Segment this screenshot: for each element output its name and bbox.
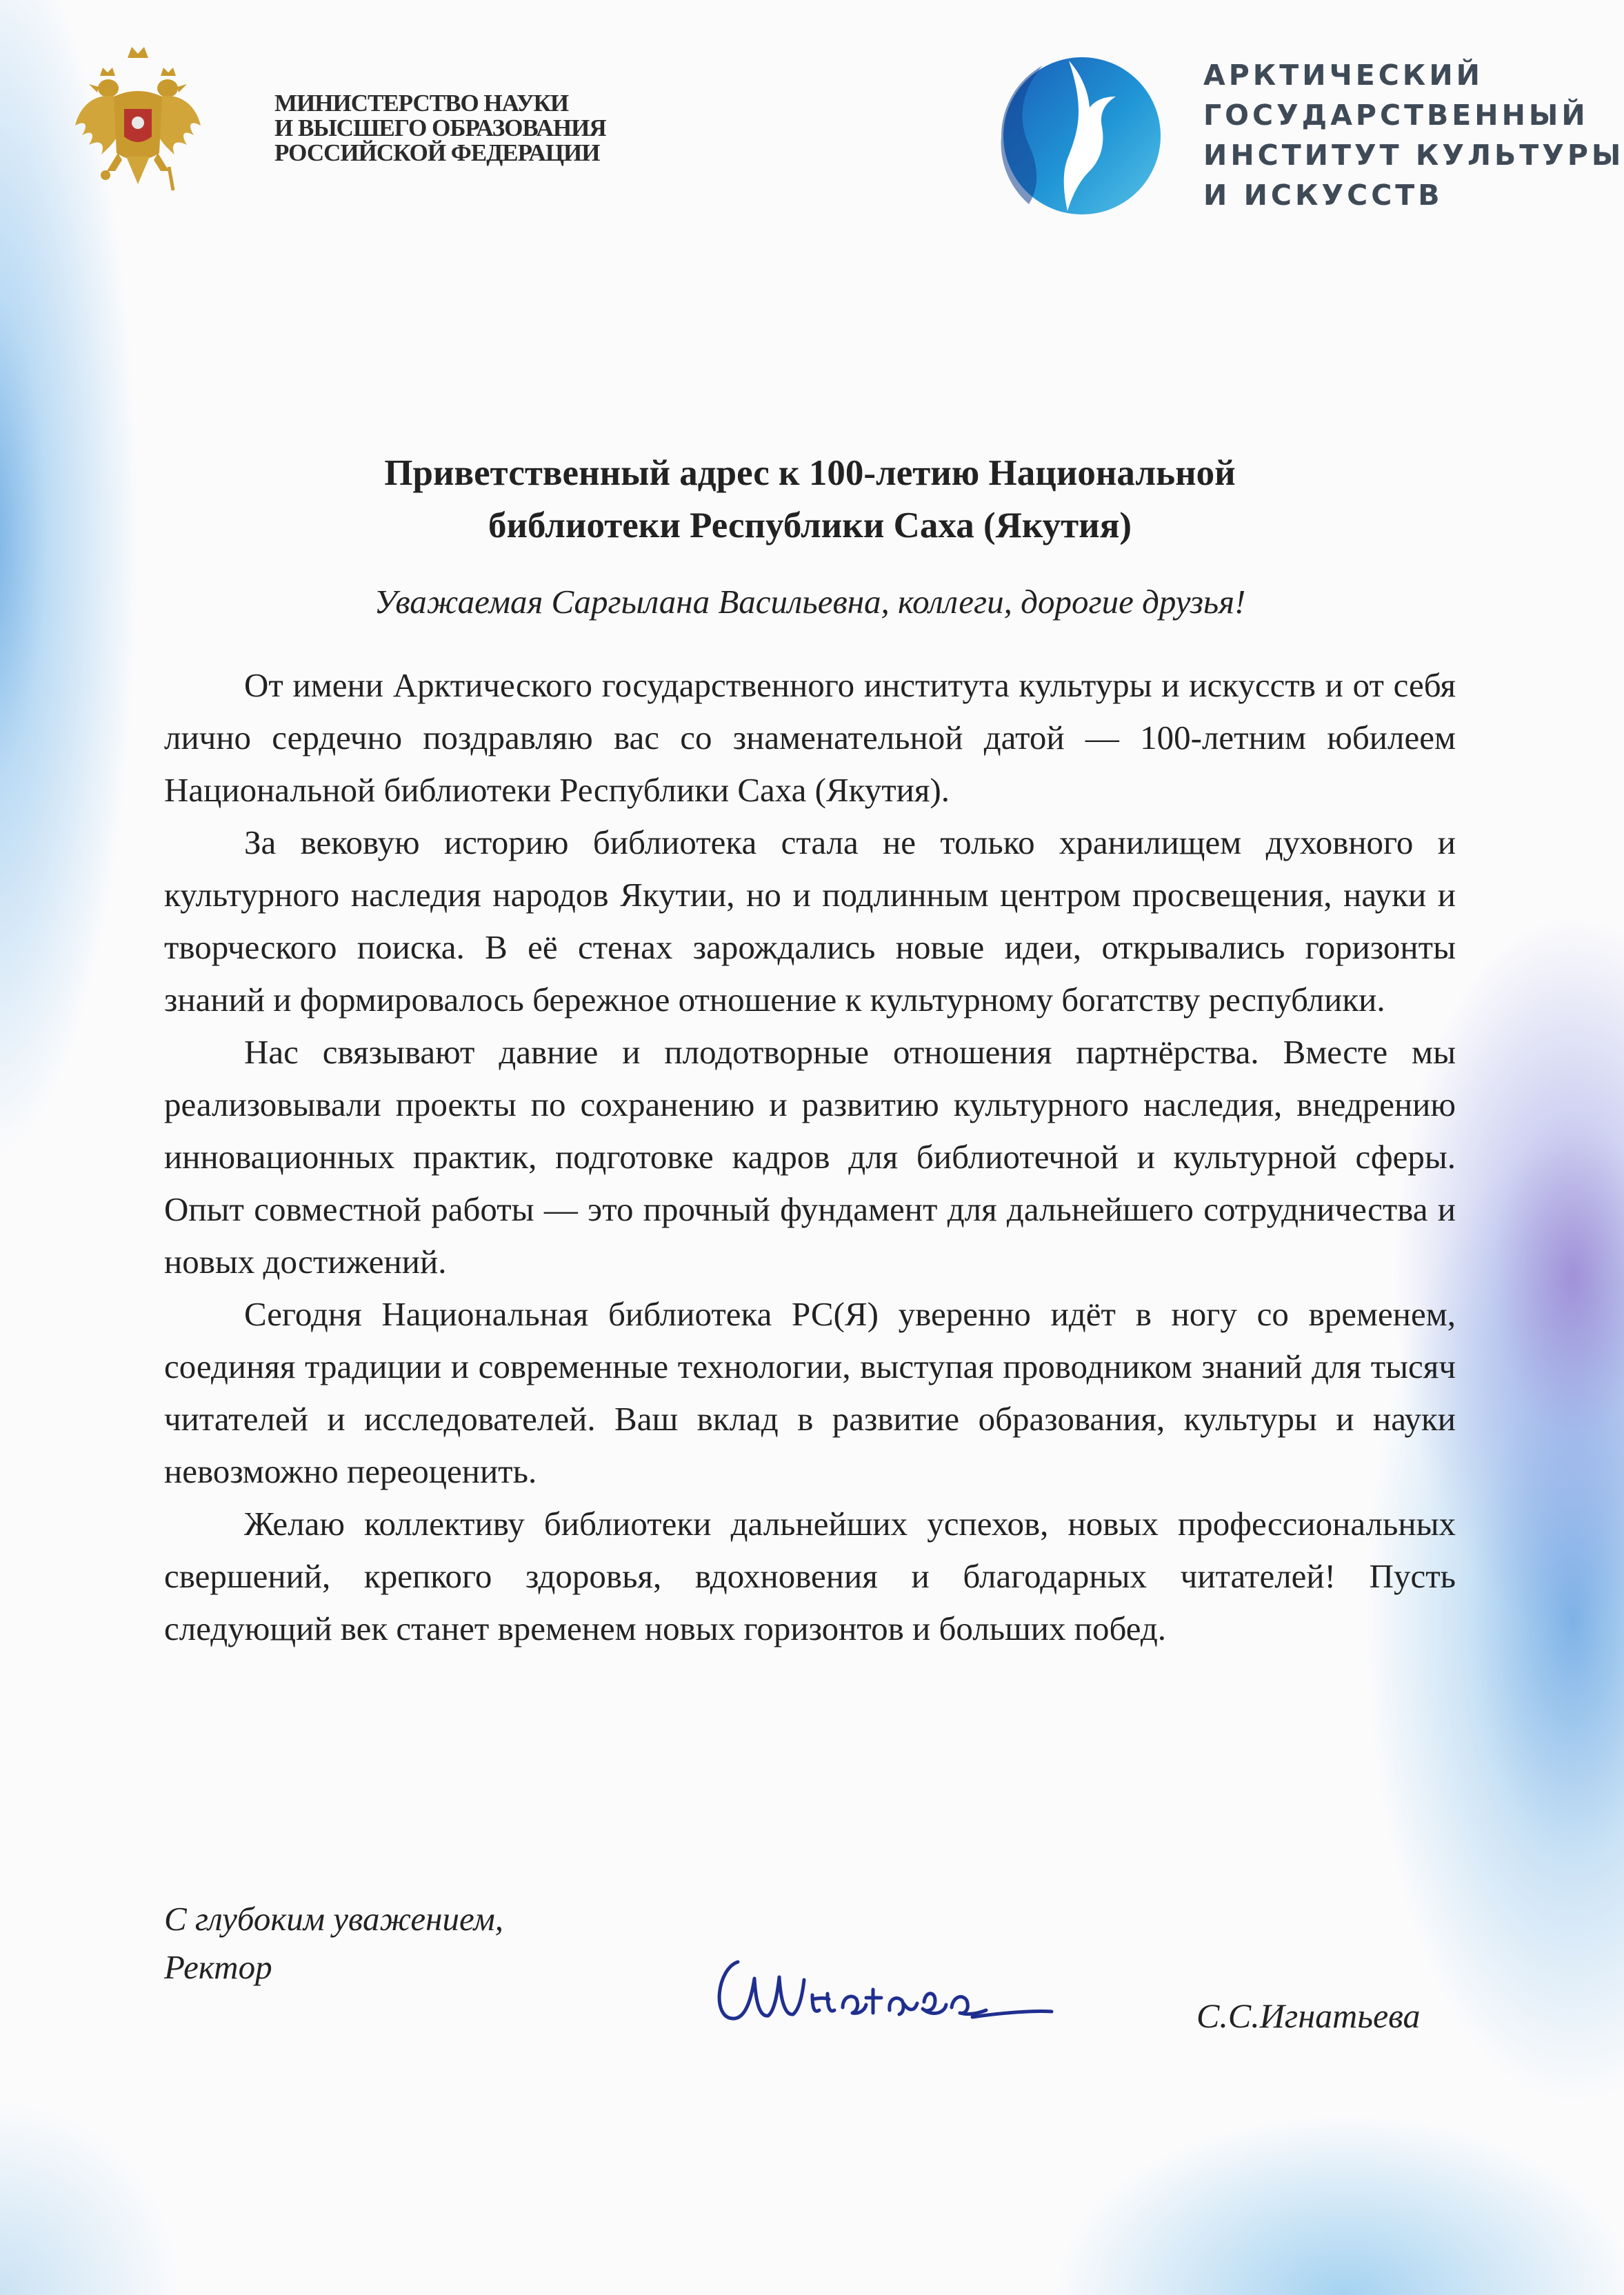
letterhead [0,0,1624,248]
salutation: Уважаемая Саргылана Васильевна, коллеги, дорогие друзья! [374,583,1246,621]
ministry-name-line: И ВЫСШЕГО ОБРАЗОВАНИЯ [274,114,606,141]
closing-block [164,1895,503,1992]
institute-name-line: И ИСКУССТВ [1203,179,1443,212]
letter-paragraph: Сегодня Национальная библиотека РС(Я) уверенно идёт в ногу со временем, соединяя традиции и современные технологии, выступая проводником знаний для тысяч читателей и исследователей. Ваш вклад в развитие образования, культуры и науки невозможно переоценить. [164,1295,1456,1490]
letter-body [164,447,1456,1655]
letter-title [164,447,1456,552]
letter-paragraph: Желаю коллективу библиотеки дальнейших успехов, новых профессиональных свершений, крепкого здоровья, вдохновения и благодарных читателей! Пусть следующий век станет временем новых горизонтов и больших побед. [164,1505,1456,1647]
letter-paragraph: От имени Арктического государственного института культуры и искусств и от себя лично сердечно поздравляю вас со знаменательной датой — 100-летним юбилеем Национальной библиотеки Республики Саха (Якутия). [164,666,1456,809]
institute-name [1203,55,1624,215]
ministry-name-line: РОССИЙСКОЙ ФЕДЕРАЦИИ [274,139,600,166]
closing-line: Ректор [164,1948,272,1986]
institute-name-line: АРКТИЧЕСКИЙ [1203,59,1483,92]
handwritten-signature-icon [696,1941,1055,2045]
letter-paragraph: Нас связывают давние и плодотворные отношения партнёрства. Вместе мы реализовывали проекты по сохранению и развитию культурного наследия, внедрению инновационных практик, подготовке кадров для библиотечной и культурной сферы. Опыт совместной работы — это прочный фундамент для дальнейшего сотрудничества и новых достижений. [164,1033,1456,1281]
double-headed-eagle-emblem-icon [72,43,203,215]
letter-title-line: Приветственный адрес к 100-летию Национальной [384,453,1236,493]
institute-name-line: ИНСТИТУТ КУЛЬТУРЫ [1203,139,1624,172]
signer-name: С.С.Игнатьева [1196,1996,1421,2035]
letter-title-line: библиотеки Республики Саха (Якутия) [488,505,1132,545]
bird-circle-logo-icon [1001,55,1163,217]
letter-paragraph: За вековую историю библиотека стала не только хранилищем духовного и культурного наследия народов Якутии, но и подлинным центром просвещения, науки и творческого поиска. В её стенах зарождались новые идеи, открывались горизонты знаний и формировалось бережное отношение к культурному богатству республики. [164,823,1456,1019]
institute-name-line: ГОСУДАРСТВЕННЫЙ [1203,99,1589,132]
ministry-name [274,91,606,166]
closing-line: С глубоким уважением, [164,1900,504,1938]
ministry-name-line: МИНИСТЕРСТВО НАУКИ [274,90,569,117]
